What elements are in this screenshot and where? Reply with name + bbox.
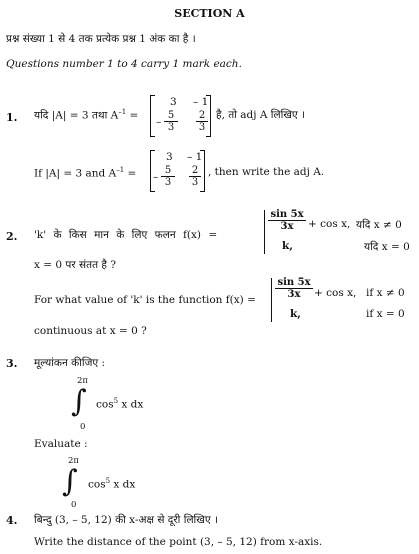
matrix-right-bracket (200, 150, 205, 192)
matrix-r2c2-fraction: $\frac{2}{3}$ (196, 110, 208, 133)
q2-english-k: k, (290, 308, 301, 320)
matrix-r2c2-fraction: $\frac{2}{3}$ (189, 165, 201, 188)
matrix-r1c1: 3 (166, 151, 173, 163)
q2-english-text: For what value of 'k' is the function f(x) = (34, 294, 256, 306)
q2-hindi-tail: x = 0 पर संतत है ? (34, 259, 116, 271)
q2-hindi-k: k, (282, 240, 293, 252)
q2-english-tail: continuous at x = 0 ? (34, 325, 147, 337)
integral-lower-limit: 0 (80, 422, 86, 432)
q1-hindi-suffix: है, तो adj A लिखिए । (216, 109, 306, 121)
q4-hindi: बिन्दु (3, – 5, 12) की x-अक्ष से दूरी लिखिए । (34, 514, 218, 526)
q2-hindi-fraction: $\frac{\sin 5x}{3x}$ (268, 209, 306, 232)
piecewise-brace (264, 210, 265, 254)
q2-english-fraction: $\frac{\sin 5x}{3x}$ (275, 277, 313, 300)
q3-english-integrand: $\cos^5 x$ dx (88, 477, 136, 491)
q2-hindi-plus-cos: + cos x, (308, 218, 351, 230)
q3-hindi: मूल्यांकन कीजिए : (34, 357, 106, 369)
intro-hindi: प्रश्न संख्या 1 से 4 तक प्रत्येक प्रश्न 1 अंक का है । (6, 33, 196, 45)
matrix-r2c1-sign: – (156, 116, 162, 128)
q2-number: 2. (6, 230, 18, 243)
matrix-r2c1-sign: – (153, 171, 159, 183)
integral-upper-limit: 2π (77, 376, 88, 386)
q1-english-suffix: , then write the adj A. (208, 166, 325, 178)
q1-hindi-prefix: यदि |A| = 3 तथा $A^{-1}$ = (34, 108, 139, 122)
q1-english-prefix: If |A| = 3 and $A^{-1}$ = (34, 166, 137, 180)
q2-english-plus-cos: + cos x, (314, 287, 357, 299)
q4-english: Write the distance of the point (3, – 5, 12) from x-axis. (34, 536, 323, 548)
matrix-r2c1-fraction: $\frac{5}{3}$ (161, 165, 175, 188)
matrix-r1c2: – 1 (187, 151, 203, 163)
integral-sign: ∫ (71, 384, 87, 419)
integral-sign: ∫ (62, 464, 78, 499)
q2-hindi-text: 'k' के किस मान के लिए फलन f(x) = (34, 229, 218, 241)
matrix-r1c1: 3 (170, 96, 177, 108)
q3-hindi-integrand: $\cos^5 x$ dx (96, 397, 144, 411)
matrix-r2c1-fraction: $\frac{5}{3}$ (164, 110, 178, 133)
q2-english-cond1: if x ≠ 0 (366, 287, 405, 299)
q3-english: Evaluate : (34, 438, 88, 450)
q3-number: 3. (6, 357, 18, 370)
piecewise-brace (271, 278, 272, 322)
q4-number: 4. (6, 514, 18, 527)
matrix-left-bracket (150, 95, 155, 137)
matrix-right-bracket (206, 95, 211, 137)
integral-lower-limit: 0 (71, 500, 77, 510)
integral-upper-limit: 2π (68, 456, 79, 466)
q2-english-cond2: if x = 0 (366, 308, 405, 320)
section-heading: SECTION A (174, 7, 245, 20)
intro-english: Questions number 1 to 4 carry 1 mark each. (6, 58, 242, 70)
q2-hindi-cond2: यदि x = 0 (364, 241, 410, 253)
matrix-r1c2: – 1 (193, 96, 209, 108)
q2-hindi-cond1: यदि x ≠ 0 (356, 219, 402, 231)
q1-number: 1. (6, 111, 18, 124)
